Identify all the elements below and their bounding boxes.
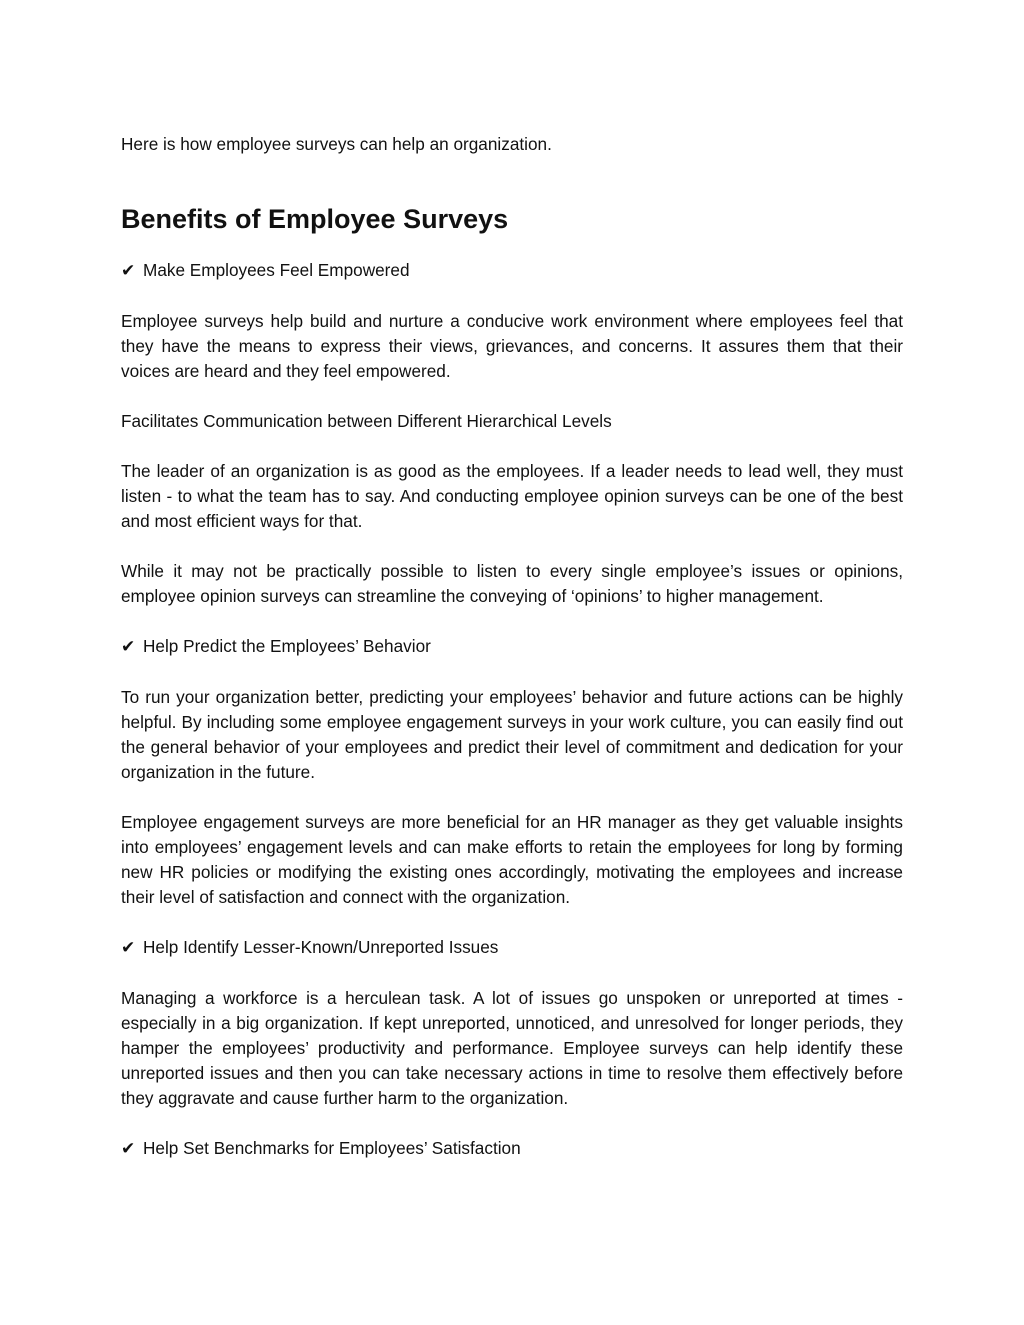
page-title: Benefits of Employee Surveys	[121, 204, 509, 234]
paragraph-engagement: Employee engagement surveys are more beneficial for an HR manager as they get valuable insights into employees’ engagement levels and can make efforts to retain the employees for long by forming new HR policies or modifying the existing ones accordingly, motivating the employees and increase their level of satisfaction and connect with the organization.	[121, 812, 903, 907]
content-body	[121, 258, 903, 1187]
checkmark-icon: ✔	[121, 938, 136, 958]
paragraph-predict: To run your organization better, predicting your employees’ behavior and future actions can be highly helpful. By including some employee engagement surveys in your work culture, you can easily find out the general behavior of your employees and predict their level of commitment and dedication for your organization in the future.	[121, 687, 903, 782]
intro-text: Here is how employee surveys can help an organization.	[121, 134, 552, 154]
checkmark-icon: ✔	[121, 261, 136, 281]
paragraph-opinions: While it may not be practically possible to listen to every single employee’s issues or opinions, employee opinion surveys can streamline the conveying of ‘opinions’ to higher management.	[121, 561, 903, 606]
checkmark-icon: ✔	[121, 1139, 136, 1159]
paragraph-issues: Managing a workforce is a herculean task. A lot of issues go unspoken or unreported at times - especially in a big organization. If kept unreported, unnoticed, and unresolved for longer periods, they hamper the employees’ productivity and performance. Employee surveys can help identify these unreported issues and then you can take necessary actions in time to resolve them effectively before they aggravate and cause further harm to the organization.	[121, 988, 903, 1108]
benefit-heading-benchmarks: ✔ Help Set Benchmarks for Employees’ Satisfaction	[121, 1136, 903, 1162]
subheading-communication: Facilitates Communication between Different Hierarchical Levels	[121, 411, 612, 431]
benefit-heading-predict: ✔ Help Predict the Employees’ Behavior	[121, 634, 903, 660]
benefit-heading-issues: ✔ Help Identify Lesser-Known/Unreported Issues	[121, 935, 903, 961]
paragraph-leader: The leader of an organization is as good as the employees. If a leader needs to lead well, they must listen - to what the team has to say. And conducting employee opinion surveys can be one of the best and most efficient ways for that.	[121, 461, 903, 531]
benefit-heading-empowered: ✔ Make Employees Feel Empowered	[121, 258, 903, 284]
checkmark-icon: ✔	[121, 637, 136, 657]
paragraph-empowered: Employee surveys help build and nurture a conducive work environment where employees feel that they have the means to express their views, grievances, and concerns. It assures them that their voices are heard and they feel empowered.	[121, 311, 903, 381]
